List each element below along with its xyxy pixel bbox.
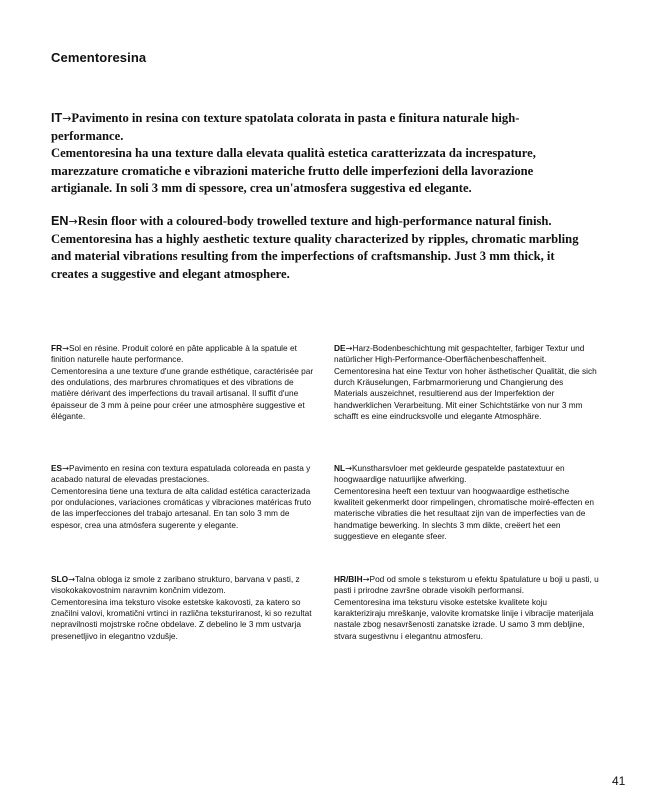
it-body: Cementoresina ha una texture dalla elevata qualità estetica caratterizzata da increspature, marezzature cromatiche e vibrazioni materiche frutto delle imperfezioni della lavorazione artigianale. In soli 3 mm di spessore, crea un'atmosfera suggestiva ed elegante. [51,146,536,196]
section-en [51,213,581,283]
slo-body: Cementoresina ima teksturo visoke estetske kakovosti, za katero so značilni valovi, kromatični vrtinci in različna teksturiranost, ki so rezultat nepravilnosti mojstrske ročne obdelave. Z debelino le 3 mm ustvarja presenetljivo in elegantno vzdušje. [51,596,312,641]
section-it [51,110,581,198]
section-de [334,343,599,422]
es-subtitle: Pavimento en resina con textura espatulada coloreada en pasta y acabado natural de elevadas prestaciones. [51,463,311,485]
de-subtitle: Harz-Bodenbeschichtung mit gespachtelter, farbiger Textur und natürlicher High-Performance-Oberflächenbeschaffenheit. [334,343,585,365]
language-code-en: EN [51,214,69,228]
arrow-icon: → [345,343,353,353]
arrow-icon: → [345,463,353,473]
de-body: Cementoresina hat eine Textur von hoher ästhetischer Qualität, die sich durch Kräuselungen, Farbmarmorierung und Changierung des Materials auszeichnet, resultierend aus der Imperfektion der handwerklichen Verarbeitung. Mit einer Schichtstärke von nur 3 mm schafft es eine eindrucksvolle und elegante Atmosphäre. [334,365,597,422]
language-code-hr: HR/BIH [334,574,363,584]
nl-subtitle: Kunstharsvloer met gekleurde gespatelde pastatextuur en hoogwaardige natuurlijke afwerking. [334,463,565,485]
language-code-es: ES [51,463,63,473]
section-nl [334,463,599,542]
language-code-fr: FR [51,343,63,353]
es-body: Cementoresina tiene una textura de alta calidad estética caracterizada por ondulaciones, variaciones cromáticas y vibraciones matéricas fruto de las imperfecciones del trabajo artesanal. En tan solo 3 mm de espesor, crea una atmósfera sugerente y elegante. [51,485,312,530]
language-code-nl: NL [334,463,346,473]
hr-subtitle: Pod od smole s teksturom u efektu špatulature u boji u pasti, u pasti i prirodne završne obrade visokih performansi. [334,574,599,596]
nl-body: Cementoresina heeft een textuur van hoogwaardige esthetische kwaliteit gekenmerkt door rimpelingen, chromatische moiré-effecten en materische vibraties die het resultaat zijn van de imperfecties van de handmatige bewerking. In slechts 3 mm dikte, creëert het een suggestieve en elegante sfeer. [334,485,594,542]
slo-subtitle: Talna obloga iz smole z zaribano strukturo, barvana v pasti, z visokokakovostnim naravnim končnim videzom. [51,574,300,596]
arrow-icon: → [362,574,370,584]
fr-subtitle: Sol en résine. Produit coloré en pâte applicable à la spatule et finition naturelle haute performance. [51,343,297,365]
arrow-icon: → [62,112,72,125]
language-code-it: IT [51,111,63,125]
arrow-icon: → [62,343,70,353]
page-number: 41 [612,774,626,788]
en-subtitle: Resin floor with a coloured-body trowelled texture and high-performance natural finish. [77,214,552,228]
en-body: Cementoresina has a highly aesthetic texture quality characterized by ripples, chromatic marbling and material vibrations resulting from the imperfections of craftsmanship. Just 3 mm thick, it creates a suggestive and elegant atmosphere. [51,231,579,281]
arrow-icon: → [62,463,70,473]
section-slo [51,574,316,642]
it-subtitle: Pavimento in resina con texture spatolata colorata in pasta e finitura naturale high-performance. [51,111,520,143]
section-hr [334,574,599,642]
arrow-icon: → [68,574,76,584]
section-es [51,463,316,531]
arrow-icon: → [68,215,78,228]
language-code-de: DE [334,343,346,353]
fr-body: Cementoresina a une texture d'une grande esthétique, caractérisée par des ondulations, des marbrures chromatiques et des vibrations de matière dérivant des imperfections du travail artisanal. Il suffit d'une épaisseur de 3 mm à peine pour créer une atmosphère suggestive et élégante. [51,365,314,422]
language-code-slo: SLO [51,574,69,584]
section-fr [51,343,316,422]
page-title: Cementoresina [51,50,147,65]
hr-body: Cementoresina ima teksturu visoke estetske kvalitete koju karakteriziraju mreškanje, valovite kromatske linije i vibracije materijala nastale zbog nesavršenosti zanatske izrade. U samo 3 mm debljine, stvara sugestivnu i elegantnu atmosferu. [334,596,594,641]
